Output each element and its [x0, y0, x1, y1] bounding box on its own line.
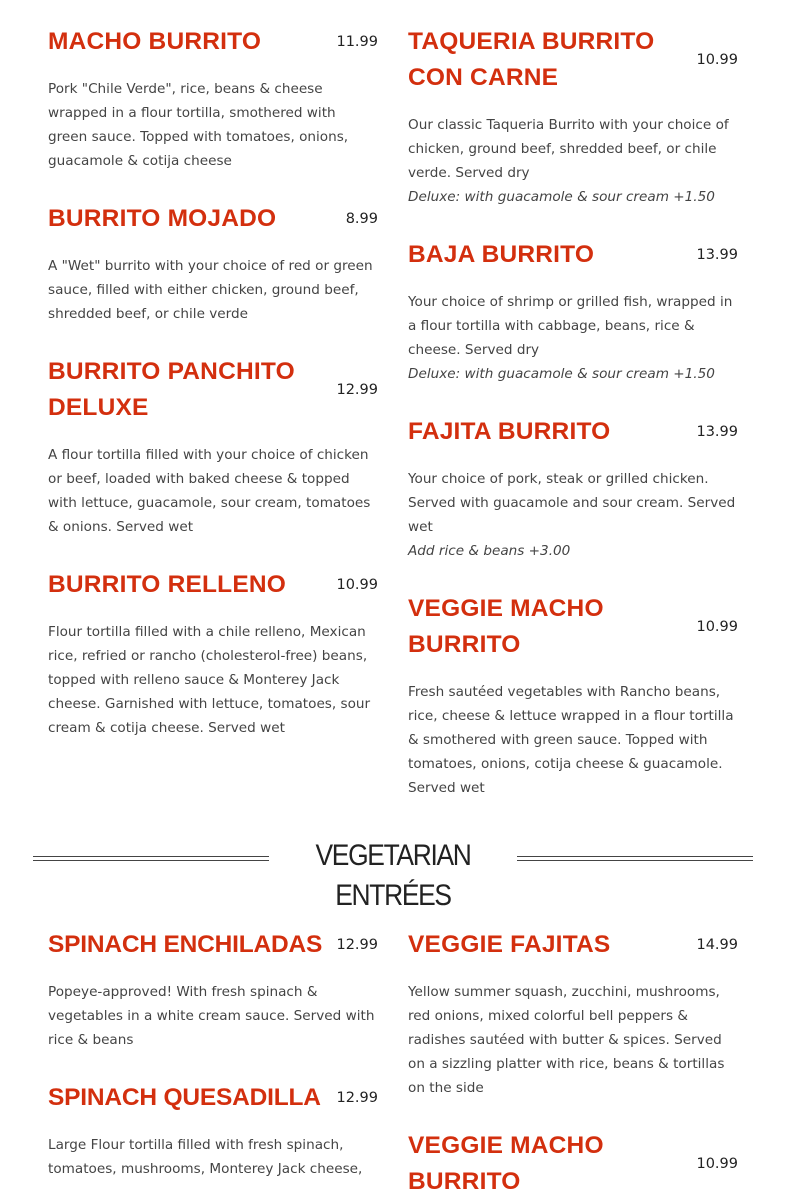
menu-item-veggie-macho-burrito-2 — [408, 1128, 738, 1200]
item-price: 8.99 — [345, 211, 378, 227]
item-note: Deluxe: with guacamole & sour cream +1.50 — [408, 189, 715, 205]
item-price: 10.99 — [696, 1156, 738, 1172]
section-title: VEGETARIAN ENTRÉES — [315, 839, 471, 912]
item-description: A "Wet" burrito with your choice of red or green sauce, filled with either chicken, ground beef, shredded beef, or chile verde — [48, 258, 373, 322]
item-header — [408, 237, 738, 273]
menu-item-spinach-quesadilla — [48, 1080, 378, 1181]
item-description: A flour tortilla filled with your choice of chicken or beef, loaded with baked cheese & topped with lettuce, guacamole, sour cream, tomatoes & onions. Served wet — [48, 447, 371, 535]
item-price: 12.99 — [336, 937, 378, 953]
item-name: VEGGIE MACHO BURRITO — [408, 595, 604, 658]
item-description: Yellow summer squash, zucchini, mushrooms, red onions, mixed colorful bell peppers & radishes sautéed with butter & spices. Served on a sizzling platter with rice, beans & tortillas on the side — [408, 984, 725, 1096]
item-name: BAJA BURRITO — [408, 241, 595, 268]
item-price: 13.99 — [696, 424, 738, 440]
item-description: Flour tortilla filled with a chile relleno, Mexican rice, refried or rancho (cholesterol-free) beans, topped with relleno sauce & Monterey Jack cheese. Garnished with lettuce, tomatoes, sour cream & cotija cheese. Served wet — [48, 624, 371, 736]
item-name: VEGGIE FAJITAS — [408, 931, 611, 958]
item-price: 11.99 — [336, 34, 378, 50]
item-name: BURRITO MOJADO — [48, 205, 277, 232]
item-header — [408, 24, 738, 96]
menu-item-veggie-fajitas — [408, 927, 738, 1100]
item-price: 13.99 — [696, 247, 738, 263]
item-price: 10.99 — [336, 577, 378, 593]
item-header — [48, 567, 378, 603]
item-header — [408, 1128, 738, 1200]
item-name: VEGGIE MACHO BURRITO — [408, 1132, 604, 1195]
item-header — [48, 354, 378, 426]
item-description: Your choice of pork, steak or grilled chicken. Served with guacamole and sour cream. Served wet — [408, 471, 736, 535]
menu-item-baja-burrito — [408, 237, 738, 386]
item-description: Pork "Chile Verde", rice, beans & cheese wrapped in a flour tortilla, smothered with green sauce. Topped with tomatoes, onions, guacamole & cotija cheese — [48, 81, 349, 169]
item-description: Your choice of shrimp or grilled fish, wrapped in a flour tortilla with cabbage, beans, rice & cheese. Served dry — [408, 294, 733, 358]
item-header — [48, 201, 378, 237]
item-note: Add rice & beans +3.00 — [408, 543, 571, 559]
menu-item-taqueria-burrito — [408, 24, 738, 209]
menu-item-burrito-relleno — [48, 567, 378, 740]
item-header — [48, 24, 378, 60]
item-header — [408, 591, 738, 663]
item-price: 10.99 — [696, 619, 738, 635]
item-price: 12.99 — [336, 382, 378, 398]
item-header — [48, 927, 378, 963]
item-name: SPINACH QUESADILLA — [48, 1084, 321, 1111]
item-note: Deluxe: with guacamole & sour cream +1.50 — [408, 366, 715, 382]
section-header-vegetarian — [33, 832, 753, 912]
item-description: Popeye-approved! With fresh spinach & vegetables in a white cream sauce. Served with rice & beans — [48, 984, 375, 1048]
item-name: MACHO BURRITO — [48, 28, 262, 55]
item-description: Fresh sautéed vegetables with Rancho beans, rice, cheese & lettuce wrapped in a flour tortilla & smothered with green sauce. Topped with tomatoes, onions, cotija cheese & guacamole. Served wet — [408, 684, 734, 796]
item-price: 10.99 — [696, 52, 738, 68]
item-name: BURRITO PANCHITO DELUXE — [48, 358, 295, 421]
item-description: Our classic Taqueria Burrito with your choice of chicken, ground beef, shredded beef, or chile verde. Served dry — [408, 117, 729, 181]
item-name: FAJITA BURRITO — [408, 418, 611, 445]
item-name: SPINACH ENCHILADAS — [48, 931, 323, 958]
item-header — [48, 1080, 378, 1116]
item-header — [408, 927, 738, 963]
item-price: 14.99 — [696, 937, 738, 953]
item-header — [408, 414, 738, 450]
menu-item-spinach-enchiladas — [48, 927, 378, 1052]
section-divider-left — [33, 856, 269, 861]
menu-item-fajita-burrito — [408, 414, 738, 563]
item-description: Large Flour tortilla filled with fresh spinach, tomatoes, mushrooms, Monterey Jack cheese, — [48, 1137, 363, 1177]
menu-item-burrito-mojado — [48, 201, 378, 326]
menu-item-burrito-panchito-deluxe — [48, 354, 378, 539]
item-price: 12.99 — [336, 1090, 378, 1106]
item-name: TAQUERIA BURRITO CON CARNE — [408, 28, 655, 91]
item-name: BURRITO RELLENO — [48, 571, 287, 598]
section-divider-right — [517, 856, 753, 861]
menu-item-macho-burrito — [48, 24, 378, 173]
menu-item-veggie-macho-burrito — [408, 591, 738, 800]
